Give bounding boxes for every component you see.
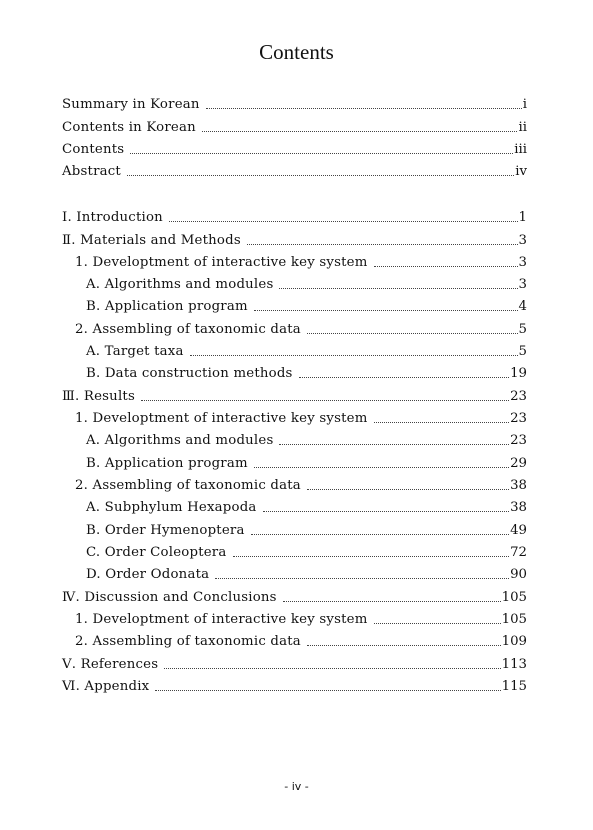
- toc-entry[interactable]: [75, 320, 527, 340]
- toc-entry[interactable]: [75, 476, 527, 496]
- toc-entry-page: 3: [518, 277, 527, 292]
- toc-entry-page: 3: [518, 255, 527, 270]
- toc-entry-label: B. Order Hymenoptera: [86, 523, 245, 538]
- toc-entry-page: 4: [518, 299, 527, 314]
- dot-leader: [155, 690, 500, 691]
- toc-entry-page: 3: [518, 233, 527, 248]
- dot-leader: [283, 601, 501, 602]
- toc-entry[interactable]: [75, 409, 527, 429]
- toc-entry[interactable]: [86, 297, 527, 317]
- dot-leader: [169, 221, 518, 222]
- toc-entry[interactable]: [86, 454, 527, 474]
- toc-entry[interactable]: [86, 364, 527, 384]
- toc-entry[interactable]: [62, 677, 527, 697]
- toc-entry-label: Summary in Korean: [62, 97, 200, 112]
- toc-entry[interactable]: [62, 208, 527, 228]
- toc-entry-page: 23: [510, 433, 527, 448]
- toc-entry-page: 19: [510, 366, 527, 381]
- toc-entry[interactable]: [62, 231, 527, 251]
- toc-entry-page: 113: [501, 657, 527, 672]
- toc-entry[interactable]: [86, 498, 527, 518]
- toc-entry-label: 1. Developtment of interactive key system: [75, 411, 368, 426]
- toc-entry-page: 105: [501, 590, 527, 605]
- toc-entry-label: B. Application program: [86, 299, 248, 314]
- page-title: Contents: [259, 40, 334, 64]
- toc-entry-page: iv: [515, 164, 527, 179]
- toc-entry[interactable]: [62, 387, 527, 407]
- toc-entry[interactable]: [86, 431, 527, 451]
- toc-entry-label: 2. Assembling of taxonomic data: [75, 634, 301, 649]
- toc-entry-label: C. Order Coleoptera: [86, 545, 227, 560]
- toc-entry-label: 2. Assembling of taxonomic data: [75, 478, 301, 493]
- dot-leader: [215, 578, 509, 579]
- toc-entry-page: i: [522, 97, 527, 112]
- dot-leader: [374, 623, 501, 624]
- toc-entry-page: 38: [510, 478, 527, 493]
- toc-entry-page: 23: [510, 389, 527, 404]
- toc-entry[interactable]: [86, 521, 527, 541]
- toc-entry-page: 72: [510, 545, 527, 560]
- toc-entry-page: 5: [518, 344, 527, 359]
- dot-leader: [251, 534, 509, 535]
- toc-entry-label: Abstract: [62, 164, 121, 179]
- dot-leader: [374, 422, 510, 423]
- toc-entry[interactable]: [62, 655, 527, 675]
- dot-leader: [307, 489, 509, 490]
- toc-entry-page: 5: [518, 322, 527, 337]
- toc-entry-page: 90: [510, 567, 527, 582]
- page-number-footer: - iv -: [284, 780, 309, 793]
- toc-entry-label: Ⅰ. Introduction: [62, 210, 163, 225]
- toc-entry-label: Ⅵ. Appendix: [62, 679, 150, 694]
- toc-entry[interactable]: [86, 275, 527, 295]
- toc-entry-label: A. Algorithms and modules: [86, 277, 274, 292]
- toc-entry-page: 38: [510, 500, 527, 515]
- toc-entry[interactable]: [86, 543, 527, 563]
- toc-entry-label: D. Order Odonata: [86, 567, 210, 582]
- dot-leader: [206, 108, 522, 109]
- toc-entry-label: A. Subphylum Hexapoda: [86, 500, 257, 515]
- toc-entry-page: 49: [510, 523, 527, 538]
- toc-entry-page: iii: [514, 142, 527, 157]
- toc-entry-summary-in-korean[interactable]: [62, 95, 527, 115]
- dot-leader: [164, 668, 500, 669]
- toc-entry[interactable]: [62, 588, 527, 608]
- toc-entry-label: 1. Developtment of interactive key system: [75, 612, 368, 627]
- toc-entry[interactable]: [75, 632, 527, 652]
- dot-leader: [190, 355, 518, 356]
- dot-leader: [279, 444, 509, 445]
- dot-leader: [130, 153, 513, 154]
- toc-entry-page: 109: [501, 634, 527, 649]
- dot-leader: [141, 400, 509, 401]
- toc-entry[interactable]: [75, 253, 527, 273]
- toc-entry-label: B. Data construction methods: [86, 366, 293, 381]
- toc-entry-page: 115: [501, 679, 527, 694]
- toc-entry-page: 23: [510, 411, 527, 426]
- dot-leader: [233, 556, 510, 557]
- dot-leader: [374, 266, 518, 267]
- toc-entry-label: B. Application program: [86, 456, 248, 471]
- toc-entry[interactable]: [86, 342, 527, 362]
- dot-leader: [263, 511, 510, 512]
- dot-leader: [247, 244, 518, 245]
- toc-entry-page: 29: [510, 456, 527, 471]
- toc-entry-label: A. Target taxa: [86, 344, 184, 359]
- dot-leader: [279, 288, 517, 289]
- dot-leader: [254, 467, 509, 468]
- toc-entry-page: 105: [501, 612, 527, 627]
- toc-entry-page: ii: [518, 120, 527, 135]
- toc-entry-label: Contents: [62, 142, 125, 157]
- dot-leader: [307, 333, 518, 334]
- toc-entry-label: A. Algorithms and modules: [86, 433, 274, 448]
- toc-entry-label: Ⅱ. Materials and Methods: [62, 233, 241, 248]
- dot-leader: [299, 377, 509, 378]
- toc-entry-label: Contents in Korean: [62, 120, 196, 135]
- toc-entry-label: 1. Developtment of interactive key system: [75, 255, 368, 270]
- toc-entry[interactable]: [86, 565, 527, 585]
- toc-entry-contents[interactable]: [62, 140, 527, 160]
- dot-leader: [307, 645, 501, 646]
- toc-entry[interactable]: [75, 610, 527, 630]
- toc-entry-abstract[interactable]: [62, 162, 527, 182]
- toc-entry-page: 1: [518, 210, 527, 225]
- toc-entry-label: Ⅴ. References: [62, 657, 159, 672]
- toc-entry-label: Ⅲ. Results: [62, 389, 135, 404]
- dot-leader: [202, 131, 518, 132]
- dot-leader: [254, 310, 518, 311]
- toc-entry-label: Ⅳ. Discussion and Conclusions: [62, 590, 277, 605]
- toc-entry-label: 2. Assembling of taxonomic data: [75, 322, 301, 337]
- toc-entry-contents-in-korean[interactable]: [62, 118, 527, 138]
- dot-leader: [127, 175, 514, 176]
